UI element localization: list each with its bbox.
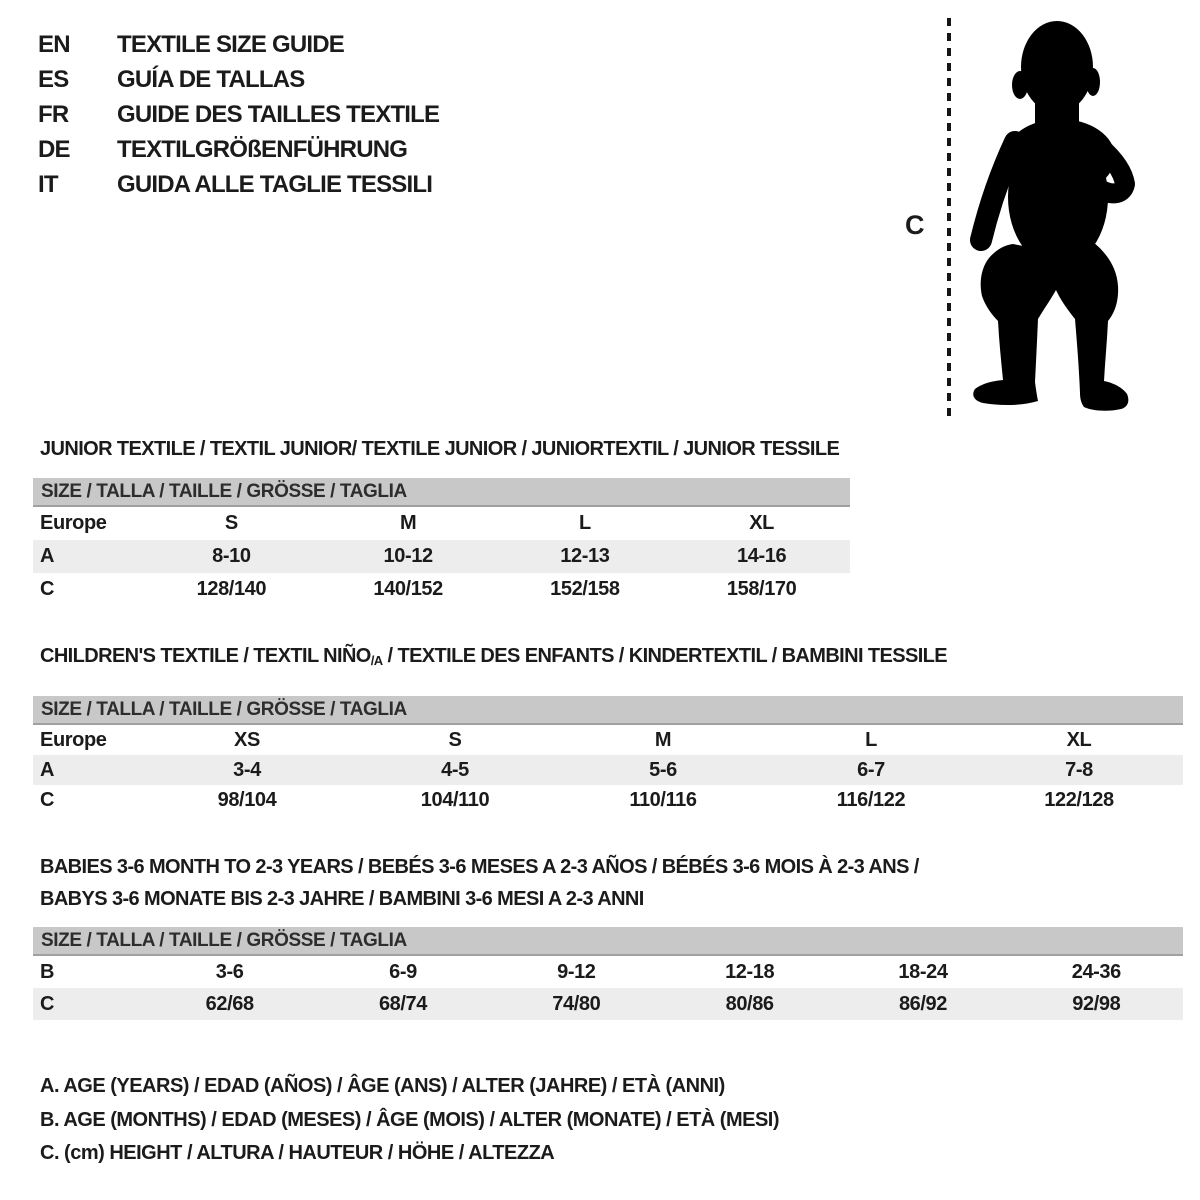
section-title-block [33,643,1183,671]
table-row-c [33,573,850,606]
language-code: IT [38,170,58,198]
size-value: 86/92 [898,992,947,1015]
section-title-subscript: /A [370,653,383,668]
size-value: XL [749,512,774,534]
row-label: A [40,545,55,567]
size-table [33,696,1183,815]
section-title-text: / TEXTILE DES ENFANTS / KINDERTEXTIL / BAMBINI TESSILE [382,645,948,667]
size-value: 6-9 [389,960,417,983]
size-table [33,927,1183,1020]
guide-title: GUIDE DES TAILLES TEXTILE [117,100,440,128]
language-title-list [38,27,439,202]
size-value: S [224,512,238,534]
size-value: XS [234,728,260,751]
size-value: 92/98 [1072,992,1121,1015]
size-value: 74/80 [552,992,601,1015]
size-value: 6-7 [857,758,885,781]
size-value: S [448,728,462,751]
section-childrens-textile [33,643,1183,815]
section-title [33,851,1183,883]
size-value: M [399,512,417,534]
size-value: 104/110 [420,788,490,811]
row-label: C [40,578,55,600]
row-label: Europe [40,728,107,751]
guide-title: TEXTILE SIZE GUIDE [117,30,344,58]
size-value: 158/170 [726,578,797,600]
size-value: XL [1066,728,1092,751]
note-line: C. (cm) HEIGHT / ALTURA / HAUTEUR / HÖHE / ALTEZZA [40,1142,555,1164]
size-value: L [578,512,591,534]
row-label: B [40,960,55,983]
size-value: 12-18 [725,960,775,983]
size-value: 116/122 [836,788,906,811]
size-table-header: SIZE / TALLA / TAILLE / GRÖSSE / TAGLIA [33,478,850,507]
size-value: 68/74 [378,992,428,1015]
size-value: 12-13 [560,545,610,567]
size-value: 24-36 [1071,960,1121,983]
table-row-b [33,956,1183,988]
section-title [33,883,1183,915]
section-babies-textile [33,851,1183,1020]
size-value: 152/158 [550,578,620,600]
note-line: A. AGE (YEARS) / EDAD (AÑOS) / ÂGE (ANS) / ALTER (JAHRE) / ETÀ (ANNI) [40,1075,725,1097]
size-value: 62/68 [205,992,254,1015]
language-code: ES [38,65,69,93]
multilingual-header [38,27,439,202]
section-title-text: BABYS 3-6 MONATE BIS 2-3 JAHRE / BAMBINI 3-6 MESI A 2-3 ANNI [40,888,644,910]
table-row-europe [33,725,1183,755]
section-title-text: CHILDREN'S TEXTILE / TEXTIL NIÑO [40,645,371,667]
size-value: 140/152 [373,578,443,600]
size-value: 3-4 [233,758,261,781]
language-code: FR [38,100,69,128]
size-value: 7-8 [1065,758,1093,781]
note-line: B. AGE (MONTHS) / EDAD (MESES) / ÂGE (MOIS) / ALTER (MONATE) / ETÀ (MESI) [40,1108,780,1131]
language-code: EN [38,30,70,58]
language-code: DE [38,135,70,163]
table-row-c [33,785,1183,815]
language-row [38,62,439,97]
size-table [33,478,850,606]
table-row-a [33,755,1183,785]
notes [40,1070,779,1171]
section-title-block [33,436,1183,462]
guide-title: GUÍA DE TALLAS [117,65,305,93]
table-row-europe [33,507,850,540]
size-value: 18-24 [898,960,948,983]
row-label: C [40,788,55,811]
language-row [38,132,439,167]
size-value: 14-16 [737,545,787,567]
height-measure-line [947,18,951,416]
size-value: 4-5 [441,758,469,781]
size-value: 110/116 [629,788,697,811]
section-title-text: BABIES 3-6 MONTH TO 2-3 YEARS / BEBÉS 3-6 MESES A 2-3 AÑOS / BÉBÉS 3-6 MOIS À 2-3 ANS / [40,856,919,878]
language-row [38,27,439,62]
size-value: L [865,728,877,751]
row-label: Europe [40,512,107,534]
table-row-a [33,540,850,573]
section-title-text: JUNIOR TEXTILE / TEXTIL JUNIOR/ TEXTILE JUNIOR / JUNIORTEXTIL / JUNIOR TESSILE [40,438,840,460]
section-junior-textile [33,436,1183,606]
toddler-silhouette-icon [965,12,1140,422]
size-value: 122/128 [1044,788,1114,811]
size-value: M [654,728,672,751]
height-measure-label: C [905,210,925,240]
row-label: A [40,758,55,781]
size-table-header: SIZE / TALLA / TAILLE / GRÖSSE / TAGLIA [33,927,1183,956]
guide-title: GUIDA ALLE TAGLIE TESSILI [117,170,433,198]
language-row [38,167,439,202]
section-title-block [33,851,1183,915]
language-row [38,97,439,132]
size-value: 9-12 [557,960,596,983]
section-title [33,643,1183,671]
size-value: 3-6 [215,960,244,983]
table-row-c [33,988,1183,1020]
size-value: 5-6 [649,758,677,781]
size-value: 128/140 [196,578,267,600]
guide-title: TEXTILGRÖßENFÜHRUNG [117,135,408,163]
size-value: 8-10 [212,545,251,567]
row-label: C [40,992,55,1015]
size-table-header: SIZE / TALLA / TAILLE / GRÖSSE / TAGLIA [33,696,1183,725]
section-title [33,436,1183,462]
size-value: 10-12 [383,545,433,567]
size-value: 80/86 [725,992,774,1015]
size-value: 98/104 [217,788,277,811]
